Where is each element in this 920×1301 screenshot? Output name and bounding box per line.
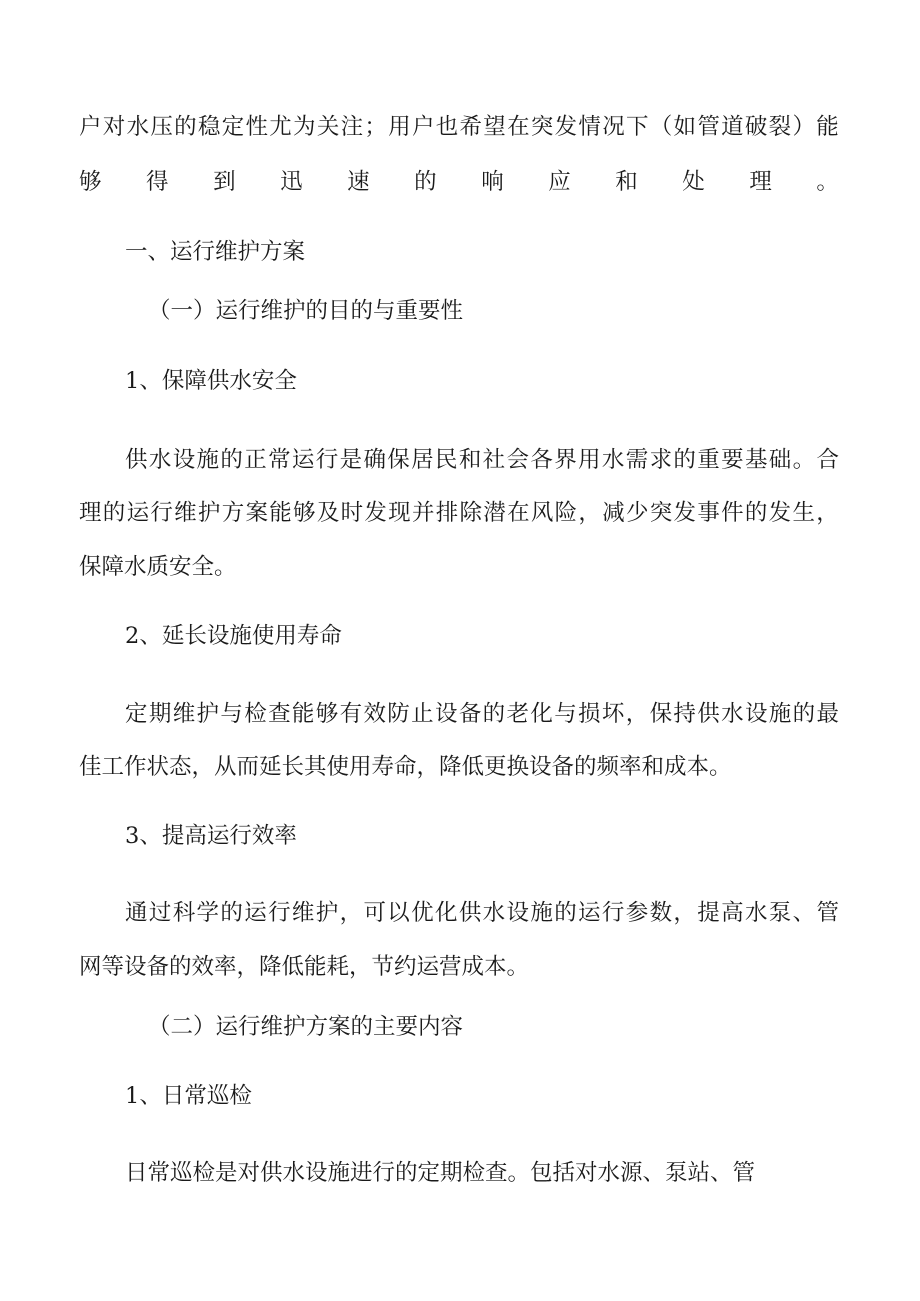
glyph: 最 <box>816 701 839 727</box>
glyph: 基 <box>744 447 768 473</box>
glyph: 性 <box>245 114 268 140</box>
glyph: 。 <box>816 169 839 195</box>
glyph: 能 <box>269 500 292 526</box>
glyph: 护 <box>196 701 220 727</box>
glyph: 的 <box>414 169 437 195</box>
glyph: 稳 <box>197 114 221 140</box>
glyph: 正 <box>244 447 267 473</box>
glyph: 迅 <box>280 169 303 195</box>
glyph: 居 <box>411 447 434 473</box>
glyph: 处 <box>682 169 705 195</box>
glyph: 并 <box>411 500 435 526</box>
glyph: 与 <box>554 701 577 727</box>
glyph: 在 <box>507 500 530 526</box>
glyph: 护 <box>197 500 221 526</box>
item-title-water-safety: 1、保障供水安全 <box>125 368 297 394</box>
glyph: 情 <box>578 114 601 140</box>
glyph: 望 <box>483 114 506 140</box>
glyph: 够 <box>315 701 339 727</box>
glyph: 止 <box>411 701 434 727</box>
item-text-water-safety-line-3: 保障水质安全。 <box>79 554 237 580</box>
subheading-main-content: （二）运行维护方案的主要内容 <box>148 1014 464 1040</box>
glyph: 到 <box>213 169 236 195</box>
glyph: 定 <box>221 114 245 140</box>
glyph: 与 <box>220 701 243 727</box>
glyph: 合 <box>816 447 839 473</box>
glyph: 运 <box>291 447 315 473</box>
glyph: 础 <box>768 447 792 473</box>
glyph: 能 <box>291 701 315 727</box>
glyph: 突 <box>649 500 673 526</box>
glyph: 要 <box>721 447 744 473</box>
glyph: 户 <box>411 114 435 140</box>
glyph: 设 <box>744 701 768 727</box>
glyph: 风 <box>530 500 554 526</box>
glyph: 行 <box>150 500 173 526</box>
glyph: 对 <box>102 114 126 140</box>
glyph: 、 <box>792 900 816 926</box>
glyph: 突 <box>530 114 554 140</box>
glyph: 学 <box>196 900 220 926</box>
item-text-extend-life-line-2: 佳工作状态，从而延长其使用寿命，降低更换设备的频率和成本。 <box>79 754 732 780</box>
glyph: 设 <box>172 447 196 473</box>
glyph: 设 <box>434 701 458 727</box>
glyph: 会 <box>506 447 530 473</box>
glyph: 期 <box>148 701 172 727</box>
glyph: 的 <box>220 447 243 473</box>
glyph: ， <box>625 701 649 727</box>
glyph: 定 <box>125 701 148 727</box>
glyph: ， <box>816 500 839 526</box>
glyph: 管 <box>816 900 839 926</box>
glyph: 尤 <box>269 114 292 140</box>
glyph: ， <box>578 500 601 526</box>
glyph: 以 <box>387 900 410 926</box>
glyph: 保 <box>387 447 410 473</box>
glyph: 用 <box>388 114 411 140</box>
glyph: 有 <box>339 701 363 727</box>
glyph: 需 <box>625 447 649 473</box>
glyph: 能 <box>816 114 839 140</box>
glyph: 户 <box>79 114 102 140</box>
glyph: 够 <box>79 169 102 195</box>
glyph: 和 <box>615 169 638 195</box>
glyph: 得 <box>146 169 169 195</box>
glyph: 方 <box>221 500 245 526</box>
glyph: 防 <box>387 701 410 727</box>
glyph: 重 <box>697 447 720 473</box>
glyph: 查 <box>268 701 291 727</box>
glyph: 确 <box>363 447 386 473</box>
glyph: 行 <box>601 900 625 926</box>
glyph: 裂 <box>768 114 792 140</box>
glyph: 运 <box>126 500 150 526</box>
glyph: 的 <box>220 900 243 926</box>
glyph: 数 <box>649 900 673 926</box>
glyph: 是 <box>339 447 363 473</box>
glyph: 压 <box>150 114 173 140</box>
glyph: 持 <box>673 701 696 727</box>
glyph: 水 <box>126 114 150 140</box>
glyph: 发 <box>673 500 697 526</box>
glyph: 护 <box>315 900 339 926</box>
glyph: 潜 <box>483 500 506 526</box>
glyph: 运 <box>244 900 267 926</box>
glyph: 过 <box>148 900 172 926</box>
glyph: 维 <box>291 900 315 926</box>
glyph: 保 <box>649 701 673 727</box>
glyph: ， <box>339 900 363 926</box>
glyph: 生 <box>792 500 815 526</box>
glyph: 应 <box>548 169 571 195</box>
glyph: 优 <box>411 900 434 926</box>
glyph: 设 <box>506 900 530 926</box>
glyph: 效 <box>363 701 386 727</box>
glyph: 及 <box>316 500 340 526</box>
glyph: 供 <box>697 701 720 727</box>
glyph: 施 <box>768 701 792 727</box>
glyph: 事 <box>697 500 720 526</box>
glyph: 民 <box>434 447 458 473</box>
glyph: 响 <box>481 169 504 195</box>
item-text-efficiency-line-1 <box>125 898 839 928</box>
glyph: 老 <box>506 701 530 727</box>
glyph: 注 <box>340 114 364 140</box>
glyph: 社 <box>482 447 506 473</box>
section-heading: 一、运行维护方案 <box>125 239 306 265</box>
glyph: 和 <box>458 447 482 473</box>
glyph: 施 <box>196 447 220 473</box>
subheading-purpose: （一）运行维护的目的与重要性 <box>148 298 464 324</box>
glyph: 提 <box>697 900 720 926</box>
glyph: 如 <box>673 114 697 140</box>
glyph: 在 <box>507 114 530 140</box>
glyph: 维 <box>172 701 196 727</box>
glyph: 坏 <box>601 701 625 727</box>
glyph: 通 <box>125 900 148 926</box>
glyph: 况 <box>602 114 625 140</box>
glyph: （ <box>649 114 673 140</box>
glyph: 案 <box>245 500 268 526</box>
glyph: 求 <box>649 447 673 473</box>
glyph: 速 <box>347 169 370 195</box>
glyph: 备 <box>458 701 482 727</box>
glyph: 险 <box>554 500 578 526</box>
glyph: 供 <box>125 447 148 473</box>
glyph: 的 <box>174 114 197 140</box>
glyph: 行 <box>268 900 291 926</box>
glyph: 可 <box>363 900 386 926</box>
glyph: 水 <box>601 447 625 473</box>
glyph: 参 <box>625 900 649 926</box>
glyph: 排 <box>435 500 459 526</box>
item-text-water-safety-line-1 <box>125 445 839 475</box>
glyph: 。 <box>792 447 816 473</box>
glyph: 水 <box>148 447 172 473</box>
glyph: 的 <box>744 500 768 526</box>
glyph: 检 <box>244 701 267 727</box>
item-text-extend-life-line-1 <box>125 699 839 729</box>
glyph: 发 <box>768 500 792 526</box>
glyph: 发 <box>554 114 578 140</box>
glyph: 施 <box>530 900 553 926</box>
glyph: 道 <box>721 114 744 140</box>
glyph: 各 <box>530 447 553 473</box>
glyph: ， <box>673 900 696 926</box>
item-title-daily-inspection: 1、日常巡检 <box>125 1083 252 1109</box>
glyph: 水 <box>721 701 744 727</box>
glyph: 行 <box>315 447 339 473</box>
glyph: ） <box>792 114 815 140</box>
glyph: 的 <box>554 900 577 926</box>
glyph: 高 <box>721 900 744 926</box>
glyph: 发 <box>364 500 387 526</box>
glyph: 常 <box>268 447 291 473</box>
glyph: 时 <box>340 500 364 526</box>
glyph: 水 <box>482 900 506 926</box>
glyph: ； <box>364 114 387 140</box>
glyph: 的 <box>102 500 126 526</box>
glyph: 为 <box>293 114 316 140</box>
item-title-efficiency: 3、提高运行效率 <box>125 823 297 849</box>
glyph: 下 <box>625 114 649 140</box>
glyph: 损 <box>578 701 601 727</box>
glyph: 科 <box>172 900 196 926</box>
glyph: 够 <box>293 500 316 526</box>
glyph: 少 <box>625 500 649 526</box>
intro-paragraph-line-1 <box>79 112 839 142</box>
glyph: 供 <box>458 900 482 926</box>
glyph: 希 <box>459 114 483 140</box>
glyph: 也 <box>435 114 459 140</box>
glyph: 的 <box>482 701 506 727</box>
glyph: 理 <box>749 169 772 195</box>
glyph: 现 <box>388 500 411 526</box>
glyph: 维 <box>174 500 197 526</box>
glyph: 件 <box>721 500 744 526</box>
glyph: 运 <box>578 900 601 926</box>
item-text-water-safety-line-2 <box>79 498 839 528</box>
item-text-daily-inspection-line-1: 日常巡检是对供水设施进行的定期检查。包括对水源、泵站、管 <box>125 1160 756 1186</box>
glyph: 用 <box>578 447 601 473</box>
glyph: 管 <box>697 114 720 140</box>
intro-paragraph-line-2 <box>79 167 839 197</box>
glyph: 理 <box>79 500 102 526</box>
glyph: 水 <box>744 900 768 926</box>
glyph: 化 <box>434 900 458 926</box>
glyph: 关 <box>316 114 340 140</box>
glyph: 除 <box>459 500 483 526</box>
glyph: 的 <box>673 447 696 473</box>
item-title-extend-life: 2、延长设施使用寿命 <box>125 623 342 649</box>
glyph: 化 <box>530 701 553 727</box>
glyph: 破 <box>744 114 768 140</box>
item-text-efficiency-line-2: 网等设备的效率，降低能耗，节约运营成本。 <box>79 954 530 980</box>
glyph: 界 <box>554 447 577 473</box>
glyph: 减 <box>602 500 625 526</box>
glyph: 泵 <box>768 900 792 926</box>
glyph: 的 <box>792 701 816 727</box>
